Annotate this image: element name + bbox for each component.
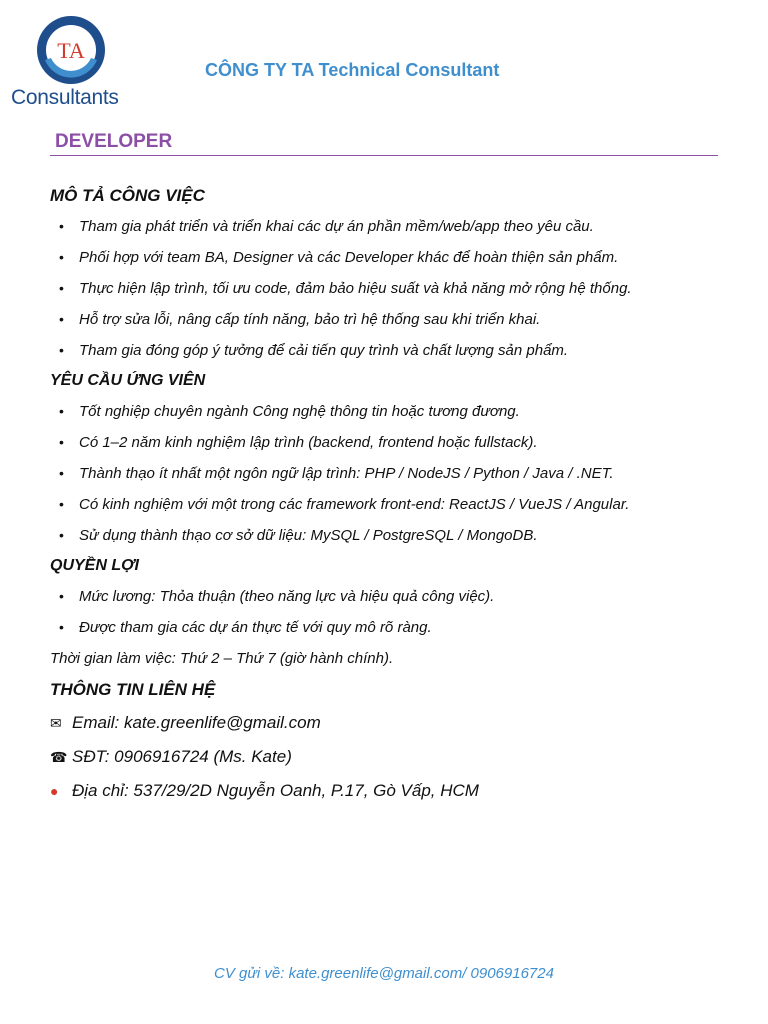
contact-email [50,706,720,740]
job-title: DEVELOPER [55,131,173,152]
list-item: • Được tham gia các dự án thực tế với quy mô rõ ràng. [50,612,720,643]
list-item: • Sử dụng thành thạo cơ sở dữ liệu: MySQL / PostgreSQL / MongoDB. [50,520,720,551]
logo-monogram: TA [57,38,85,63]
list-item: • Thực hiện lập trình, tối ưu code, đảm bảo hiệu suất và khả năng mở rộng hệ thống. [50,273,720,304]
cv-footer-note: CV gửi về: kate.greenlife@gmail.com/ 0906916724 [214,965,554,982]
contact-address [50,774,720,808]
list-item: • Phối hợp với team BA, Designer và các Developer khác để hoàn thiện sản phẩm. [50,242,720,273]
requirements-list [50,396,720,551]
benefits-heading: QUYỀN LỢI [50,557,139,574]
contact-email-text: Email: kate.greenlife@gmail.com [72,713,321,732]
list-item: • Tham gia phát triển và triển khai các dự án phần mềm/web/app theo yêu cầu. [50,211,720,242]
list-item: • Mức lương: Thỏa thuận (theo năng lực và hiệu quả công việc). [50,581,720,612]
contact-address-text: Địa chỉ: 537/29/2D Nguyễn Oanh, P.17, Gò Vấp, HCM [72,781,479,800]
requirements-heading: YÊU CẦU ỨNG VIÊN [50,372,206,389]
logo-emblem-icon [35,14,107,86]
title-divider [50,155,718,156]
company-logo [10,14,135,114]
list-item: • Hỗ trợ sửa lỗi, nâng cấp tính năng, bảo trì hệ thống sau khi triển khai. [50,304,720,335]
list-item: • Tham gia đóng góp ý tưởng để cải tiến quy trình và chất lượng sản phẩm. [50,335,720,366]
list-item: • Có 1–2 năm kinh nghiệm lập trình (backend, frontend hoặc fullstack). [50,427,720,458]
company-name: CÔNG TY TA Technical Consultant [205,60,500,80]
envelope-icon: ✉ [50,715,62,731]
map-pin-icon: ● [50,783,59,799]
list-item: • Có kinh nghiệm với một trong các framework front-end: ReactJS / VueJS / Angular. [50,489,720,520]
working-time: Thời gian làm việc: Thứ 2 – Thứ 7 (giờ hành chính). [50,650,394,667]
job-content [50,180,720,808]
description-list [50,211,720,366]
contact-phone-text: SĐT: 0906916724 (Ms. Kate) [72,747,292,766]
contact-heading: THÔNG TIN LIÊN HỆ [50,680,216,699]
list-item: • Thành thạo ít nhất một ngôn ngữ lập trình: PHP / NodeJS / Python / Java / .NET. [50,458,720,489]
logo-text: Consultants [11,86,119,109]
benefits-list [50,581,720,643]
contact-phone [50,740,720,774]
description-heading: MÔ TẢ CÔNG VIỆC [50,186,205,205]
phone-icon: ☎ [50,749,68,765]
list-item: • Tốt nghiệp chuyên ngành Công nghệ thông tin hoặc tương đương. [50,396,720,427]
